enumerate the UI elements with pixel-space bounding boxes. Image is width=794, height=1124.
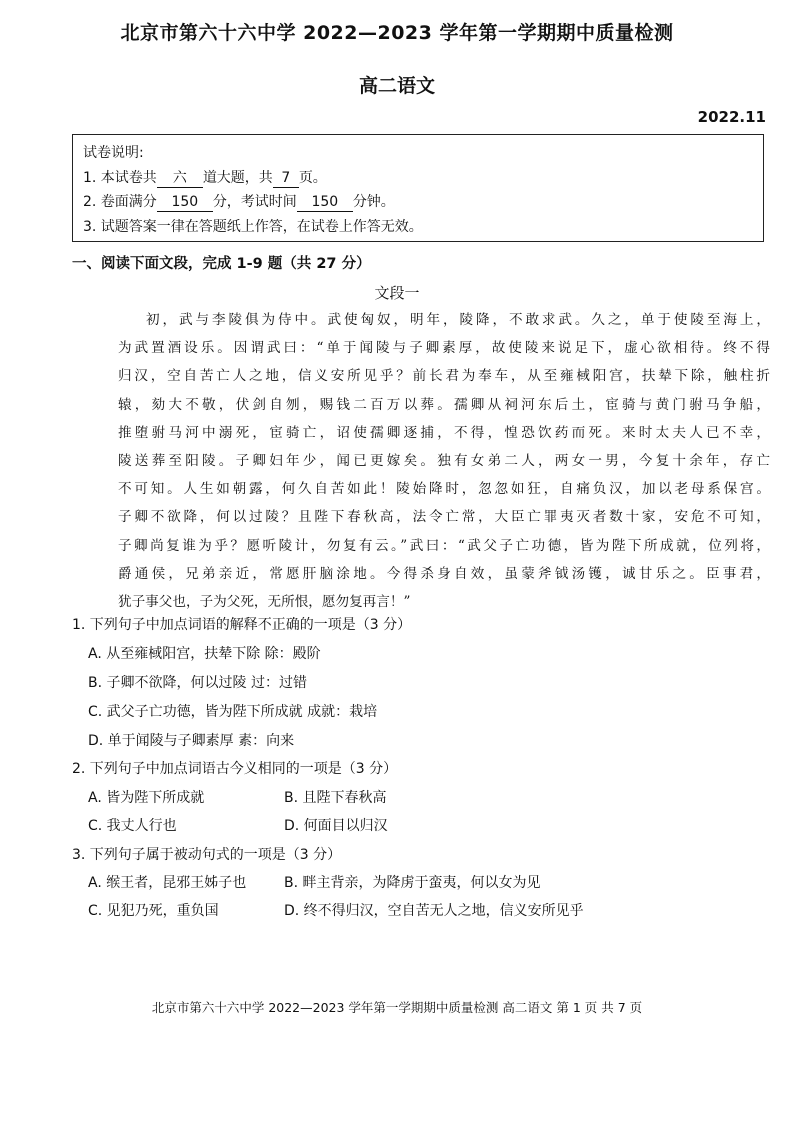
- question-2-stem: 2. 下列句子中加点词语古今义相同的一项是（3 分）: [72, 761, 398, 777]
- question-3-option-c: C. 见犯乃死，重负国: [88, 903, 219, 919]
- passage-line: 推堕驸马河中溺死，宦骑亡，诏使孺卿逐捕，不得，惶恐饮药而死。来时太夫人已不幸，: [118, 424, 770, 441]
- question-1-option-d: D. 单于闻陵与子卿素厚 素：向来: [88, 733, 295, 749]
- question-3-stem: 3. 下列句子属于被动句式的一项是（3 分）: [72, 847, 342, 863]
- passage-line: 爵通侯，兄弟亲近，常愿肝脑涂地。今得杀身自效，虽蒙斧钺汤镬，诚甘乐之。臣事君，: [118, 565, 770, 582]
- exam-date: 2022.11: [697, 108, 766, 126]
- question-3-option-d: D. 终不得归汉，空自苦无人之地，信义安所见乎: [284, 903, 584, 919]
- instruction-text: 1. 本试卷共: [83, 169, 157, 186]
- instruction-line-2: [83, 190, 753, 215]
- question-2-option-c: C. 我丈人行也: [88, 818, 177, 834]
- question-3-option-a: A. 缑王者，昆邪王姊子也: [88, 875, 247, 891]
- question-2-option-d: D. 何面目以归汉: [284, 818, 388, 834]
- question-3-option-b: B. 畔主背亲，为降虏于蛮夷，何以女为见: [284, 875, 541, 891]
- exam-subject: 高二语文: [358, 75, 435, 97]
- pages-count: 7: [273, 170, 299, 188]
- page-footer: 北京市第六十六中学 2022—2023 学年第一学期期中质量检测 高二语文 第 1 页 共 7 页: [151, 1000, 643, 1015]
- question-1-option-c: C. 武父子亡功德，皆为陛下所成就 成就：栽培: [88, 704, 378, 720]
- exam-title: 北京市第六十六中学 2022—2023 学年第一学期期中质量检测: [120, 22, 674, 44]
- passage-line: 辕，劾大不敬，伏剑自刎，赐钱二百万以葬。孺卿从祠河东后土，宦骑与黄门驸马争船，: [118, 396, 770, 413]
- passage-line: 子卿尚复谁为乎？愿听陵计，勿复有云。”武曰：“武父子亡功德，皆为陛下所成就，位列将，: [118, 537, 770, 554]
- passage-line: 初，武与李陵俱为侍中。武使匈奴，明年，陵降，不敢求武。久之，单于使陵至海上，: [146, 312, 770, 328]
- question-1-option-a: A. 从至雍棫阳宫，扶辇下除 除：殿阶: [88, 646, 321, 662]
- passage: [118, 306, 770, 616]
- instructions-box: [72, 134, 764, 242]
- passage-line: 为武置酒设乐。因谓武曰：“单于闻陵与子卿素厚，故使陵来说足下，虚心欲相待。终不得: [118, 340, 770, 357]
- instructions-heading: 试卷说明:: [83, 145, 144, 161]
- question-2-option-b: B. 且陛下春秋高: [284, 790, 387, 806]
- question-1-stem: 1. 下列句子中加点词语的解释不正确的一项是（3 分）: [72, 617, 412, 633]
- full-score: 150: [157, 194, 213, 212]
- instruction-line-3: 3. 试题答案一律在答题纸上作答，在试卷上作答无效。: [83, 218, 423, 235]
- exam-time: 150: [297, 194, 353, 212]
- instruction-text: 页。: [298, 169, 327, 186]
- passage-title: 文段一: [374, 284, 420, 302]
- section-heading: 一、阅读下面文段，完成 1-9 题（共 27 分）: [72, 256, 371, 272]
- question-1-option-b: B. 子卿不欲降，何以过陵 过：过错: [88, 675, 307, 691]
- passage-line: 子卿不欲降，何以过陵？且陛下春秋高，法令亡常，大臣亡罪夷灭者数十家，安危不可知，: [118, 509, 770, 526]
- question-2-option-a: A. 皆为陛下所成就: [88, 790, 205, 806]
- passage-line: 不可知。人生如朝露，何久自苦如此！陵始降时，忽忽如狂，自痛负汉，加以老母系保宫。: [118, 481, 770, 498]
- sections-count: 六: [157, 170, 203, 188]
- instruction-text: 道大题，共: [202, 169, 273, 186]
- instruction-text: 分钟。: [352, 194, 395, 210]
- passage-line: 犹子事父也，子为父死，无所恨，愿勿复再言！”: [118, 593, 411, 610]
- instruction-text: 分，考试时间: [212, 194, 297, 210]
- passage-line: 归汉，空自苦亡人之地，信义安所见乎？前长君为奉车，从至雍棫阳宫，扶辇下除，触柱折: [118, 368, 770, 385]
- instruction-line-1: [83, 166, 753, 191]
- passage-line: 陵送葬至阳陵。子卿妇年少，闻已更嫁矣。独有女弟二人，两女一男，今复十余年，存亡: [118, 452, 770, 469]
- instruction-text: 2. 卷面满分: [83, 194, 157, 210]
